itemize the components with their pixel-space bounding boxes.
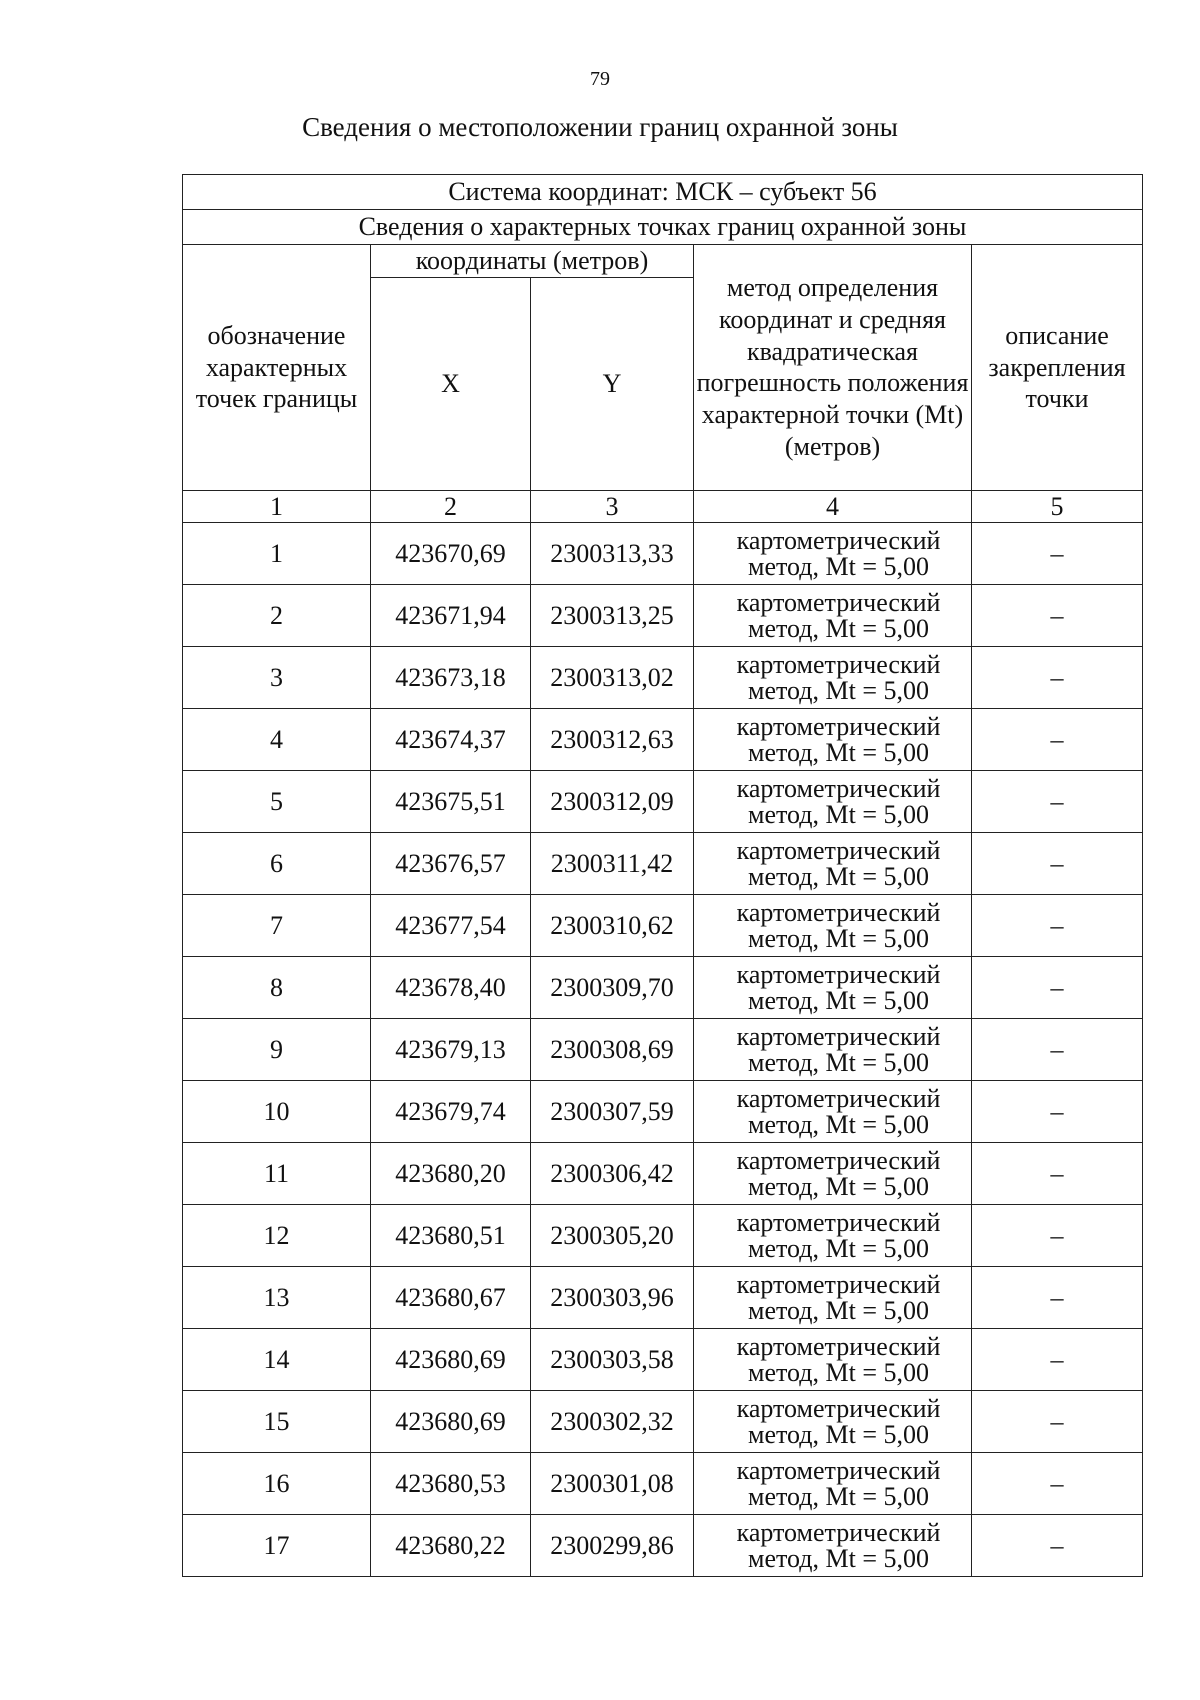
point-number: 17 bbox=[183, 1515, 371, 1577]
coordinate-x: 423673,18 bbox=[371, 647, 531, 709]
column-number: 5 bbox=[972, 490, 1143, 523]
point-description: – bbox=[972, 833, 1143, 895]
method-line-1: картометрический bbox=[736, 1517, 941, 1547]
boundary-points-table bbox=[182, 174, 1143, 1577]
point-number: 9 bbox=[183, 1019, 371, 1081]
page-number: 79 bbox=[590, 68, 610, 90]
table-row bbox=[183, 1391, 1143, 1453]
method-line-1: картометрический bbox=[736, 959, 941, 989]
method-line-2: метод, Mt = 5,00 bbox=[748, 1047, 929, 1077]
method-line-2: метод, Mt = 5,00 bbox=[748, 675, 929, 705]
point-description: – bbox=[972, 523, 1143, 585]
method-line-2: метод, Mt = 5,00 bbox=[748, 1109, 929, 1139]
method-cell bbox=[694, 833, 972, 895]
column-number: 2 bbox=[371, 490, 531, 523]
coordinate-y: 2300302,32 bbox=[531, 1391, 694, 1453]
point-number: 1 bbox=[183, 523, 371, 585]
table-row bbox=[183, 585, 1143, 647]
coordinate-x: 423680,67 bbox=[371, 1267, 531, 1329]
method-line-2: метод, Mt = 5,00 bbox=[748, 613, 929, 643]
point-description: – bbox=[972, 1205, 1143, 1267]
point-description: – bbox=[972, 1267, 1143, 1329]
method-line-2: метод, Mt = 5,00 bbox=[748, 1295, 929, 1325]
column-number: 4 bbox=[694, 490, 972, 523]
coordinate-x: 423670,69 bbox=[371, 523, 531, 585]
coordinate-y: 2300313,02 bbox=[531, 647, 694, 709]
point-description: – bbox=[972, 1143, 1143, 1205]
coordinate-y: 2300311,42 bbox=[531, 833, 694, 895]
method-line-2: метод, Mt = 5,00 bbox=[748, 985, 929, 1015]
table-row bbox=[183, 833, 1143, 895]
header-coordinates: координаты (метров) bbox=[371, 245, 694, 278]
coordinate-y: 2300299,86 bbox=[531, 1515, 694, 1577]
method-line-1: картометрический bbox=[736, 649, 941, 679]
method-line-2: метод, Mt = 5,00 bbox=[748, 551, 929, 581]
coordinate-x: 423677,54 bbox=[371, 895, 531, 957]
point-number: 2 bbox=[183, 585, 371, 647]
table-body bbox=[183, 523, 1143, 1577]
header-description: описание закрепления точки bbox=[972, 245, 1143, 491]
table-row bbox=[183, 771, 1143, 833]
coordinate-x: 423679,74 bbox=[371, 1081, 531, 1143]
coordinate-y: 2300306,42 bbox=[531, 1143, 694, 1205]
point-number: 6 bbox=[183, 833, 371, 895]
method-line-1: картометрический bbox=[736, 1207, 941, 1237]
coordinate-x: 423674,37 bbox=[371, 709, 531, 771]
method-cell bbox=[694, 1019, 972, 1081]
method-line-1: картометрический bbox=[736, 897, 941, 927]
method-line-2: метод, Mt = 5,00 bbox=[748, 737, 929, 767]
method-cell bbox=[694, 1081, 972, 1143]
header-method: метод определения координат и средняя квадратическая погрешность положения характерной точки (Mt) (метров) bbox=[694, 245, 972, 491]
coordinate-y: 2300310,62 bbox=[531, 895, 694, 957]
method-cell bbox=[694, 709, 972, 771]
point-number: 10 bbox=[183, 1081, 371, 1143]
method-cell bbox=[694, 523, 972, 585]
coordinate-y: 2300312,63 bbox=[531, 709, 694, 771]
point-number: 15 bbox=[183, 1391, 371, 1453]
point-number: 3 bbox=[183, 647, 371, 709]
method-line-2: метод, Mt = 5,00 bbox=[748, 1419, 929, 1449]
point-number: 16 bbox=[183, 1453, 371, 1515]
method-line-2: метод, Mt = 5,00 bbox=[748, 799, 929, 829]
method-line-2: метод, Mt = 5,00 bbox=[748, 1171, 929, 1201]
coordinate-y: 2300303,58 bbox=[531, 1329, 694, 1391]
point-number: 11 bbox=[183, 1143, 371, 1205]
point-description: – bbox=[972, 1391, 1143, 1453]
method-line-1: картометрический bbox=[736, 525, 941, 555]
coordinate-y: 2300303,96 bbox=[531, 1267, 694, 1329]
method-line-2: метод, Mt = 5,00 bbox=[748, 1481, 929, 1511]
table-row bbox=[183, 647, 1143, 709]
header-designation: обозначение характерных точек границы bbox=[183, 245, 371, 491]
method-line-1: картометрический bbox=[736, 587, 941, 617]
table-row bbox=[183, 1329, 1143, 1391]
point-description: – bbox=[972, 1515, 1143, 1577]
coordinate-y: 2300308,69 bbox=[531, 1019, 694, 1081]
point-description: – bbox=[972, 771, 1143, 833]
coordinate-y: 2300313,33 bbox=[531, 523, 694, 585]
column-number: 1 bbox=[183, 490, 371, 523]
table-row bbox=[183, 1019, 1143, 1081]
method-line-2: метод, Mt = 5,00 bbox=[748, 1357, 929, 1387]
table-row bbox=[183, 895, 1143, 957]
method-cell bbox=[694, 1205, 972, 1267]
method-line-2: метод, Mt = 5,00 bbox=[748, 1233, 929, 1263]
method-cell bbox=[694, 895, 972, 957]
point-number: 7 bbox=[183, 895, 371, 957]
method-cell bbox=[694, 647, 972, 709]
coordinate-x: 423680,20 bbox=[371, 1143, 531, 1205]
method-cell bbox=[694, 585, 972, 647]
method-cell bbox=[694, 1515, 972, 1577]
table-row bbox=[183, 709, 1143, 771]
coordinate-x: 423678,40 bbox=[371, 957, 531, 1019]
coordinate-x: 423680,51 bbox=[371, 1205, 531, 1267]
table-row bbox=[183, 1143, 1143, 1205]
coordinate-x: 423680,69 bbox=[371, 1329, 531, 1391]
point-number: 12 bbox=[183, 1205, 371, 1267]
method-line-2: метод, Mt = 5,00 bbox=[748, 923, 929, 953]
method-line-2: метод, Mt = 5,00 bbox=[748, 1543, 929, 1573]
method-line-1: картометрический bbox=[736, 1021, 941, 1051]
method-line-1: картометрический bbox=[736, 1393, 941, 1423]
point-description: – bbox=[972, 957, 1143, 1019]
method-line-1: картометрический bbox=[736, 1083, 941, 1113]
method-cell bbox=[694, 1453, 972, 1515]
point-description: – bbox=[972, 1329, 1143, 1391]
coordinate-y: 2300309,70 bbox=[531, 957, 694, 1019]
method-line-1: картометрический bbox=[736, 1269, 941, 1299]
method-cell bbox=[694, 771, 972, 833]
point-description: – bbox=[972, 585, 1143, 647]
point-description: – bbox=[972, 647, 1143, 709]
point-description: – bbox=[972, 895, 1143, 957]
coordinate-y: 2300301,08 bbox=[531, 1453, 694, 1515]
coordinate-y: 2300307,59 bbox=[531, 1081, 694, 1143]
coordinate-x: 423679,13 bbox=[371, 1019, 531, 1081]
section-title-cell: Сведения о характерных точках границ охранной зоны bbox=[183, 210, 1143, 245]
document-title: Сведения о местоположении границ охранной зоны bbox=[302, 112, 898, 142]
header-y: Y bbox=[531, 277, 694, 490]
coordinate-x: 423675,51 bbox=[371, 771, 531, 833]
method-line-2: метод, Mt = 5,00 bbox=[748, 861, 929, 891]
method-line-1: картометрический bbox=[736, 1455, 941, 1485]
coordinate-x: 423680,22 bbox=[371, 1515, 531, 1577]
coordinate-x: 423671,94 bbox=[371, 585, 531, 647]
method-line-1: картометрический bbox=[736, 773, 941, 803]
method-cell bbox=[694, 1267, 972, 1329]
table-row bbox=[183, 1453, 1143, 1515]
point-description: – bbox=[972, 1019, 1143, 1081]
table-row bbox=[183, 957, 1143, 1019]
column-number: 3 bbox=[531, 490, 694, 523]
method-cell bbox=[694, 1329, 972, 1391]
method-line-1: картометрический bbox=[736, 835, 941, 865]
point-number: 8 bbox=[183, 957, 371, 1019]
point-description: – bbox=[972, 709, 1143, 771]
method-cell bbox=[694, 1143, 972, 1205]
method-line-1: картометрический bbox=[736, 1331, 941, 1361]
coordinate-y: 2300313,25 bbox=[531, 585, 694, 647]
method-cell bbox=[694, 1391, 972, 1453]
method-line-1: картометрический bbox=[736, 1145, 941, 1175]
coordinate-x: 423680,69 bbox=[371, 1391, 531, 1453]
coordinate-system-cell: Система координат: МСК – субъект 56 bbox=[183, 175, 1143, 210]
table-row bbox=[183, 1267, 1143, 1329]
point-number: 4 bbox=[183, 709, 371, 771]
method-cell bbox=[694, 957, 972, 1019]
coordinate-x: 423676,57 bbox=[371, 833, 531, 895]
method-line-1: картометрический bbox=[736, 711, 941, 741]
table-row bbox=[183, 1081, 1143, 1143]
point-number: 13 bbox=[183, 1267, 371, 1329]
point-description: – bbox=[972, 1453, 1143, 1515]
coordinate-y: 2300305,20 bbox=[531, 1205, 694, 1267]
coordinate-x: 423680,53 bbox=[371, 1453, 531, 1515]
point-number: 5 bbox=[183, 771, 371, 833]
point-number: 14 bbox=[183, 1329, 371, 1391]
header-x: X bbox=[371, 277, 531, 490]
point-description: – bbox=[972, 1081, 1143, 1143]
table-row bbox=[183, 1515, 1143, 1577]
coordinate-y: 2300312,09 bbox=[531, 771, 694, 833]
table-row bbox=[183, 523, 1143, 585]
table-row bbox=[183, 1205, 1143, 1267]
